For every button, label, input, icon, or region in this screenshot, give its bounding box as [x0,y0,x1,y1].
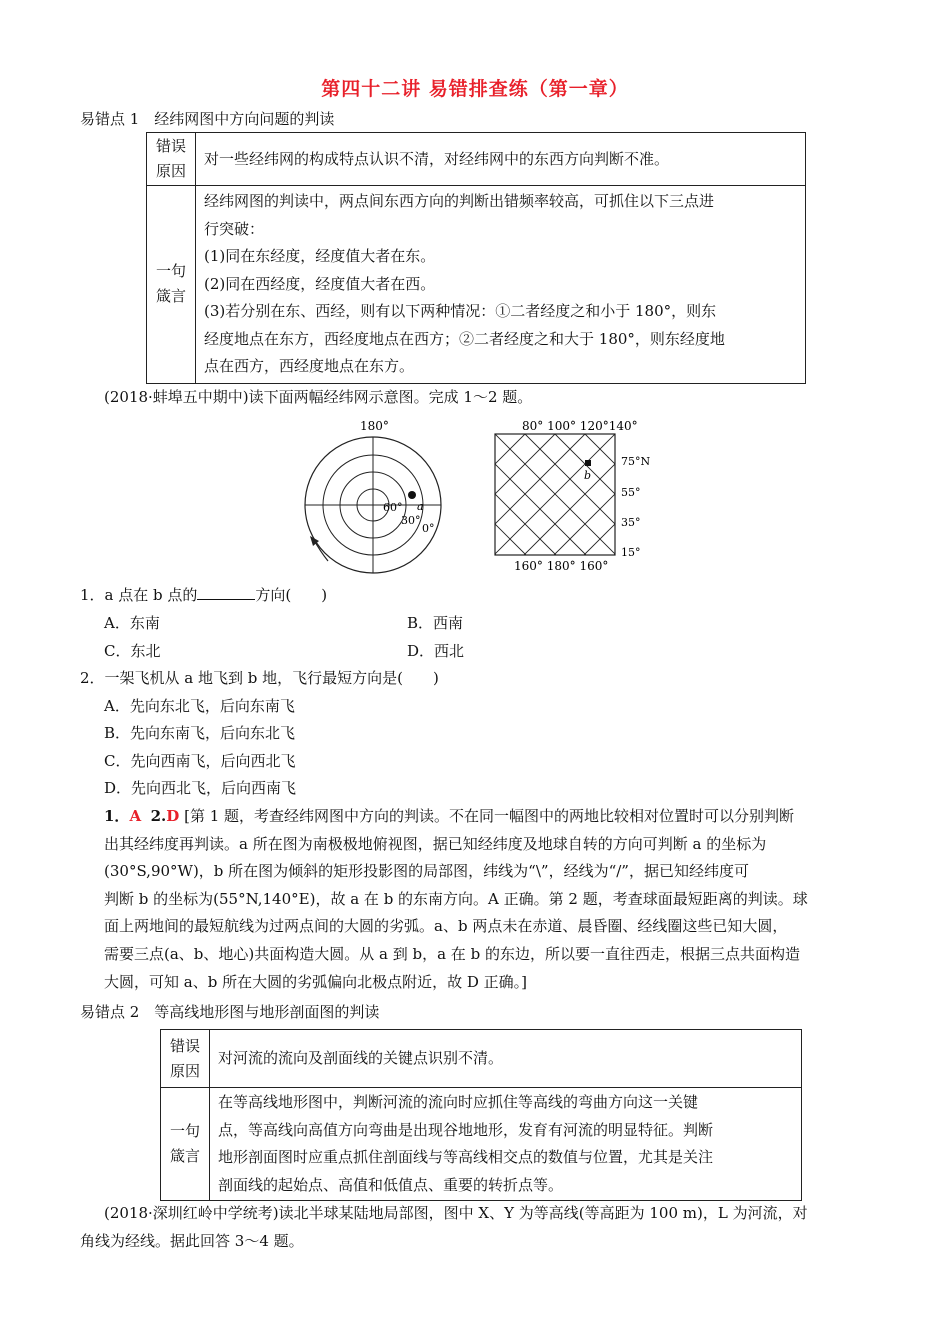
reason-label-2: 错误 原因 [161,1030,210,1088]
svg-text:180°: 180° [360,419,389,433]
latlong-figures [300,416,670,578]
tip-text-2: 在等高线地形图中，判断河流的流向时应抓住等高线的弯曲方向这一关键 点，等高线向高值方向弯曲是出现谷地地形，发育有河流的明显特征。判断 地形剖面图时应重点抓住剖面线与等高线相交点的数值与位置，尤其是关注 剖面线的起始点、高值和低值点、重要的转折点等。 [210,1088,802,1201]
reason-text-2: 对河流的流向及剖面线的关键点识别不清。 [210,1030,802,1088]
q1-option-b: B．西南 [407,614,464,632]
page-title: 第四十二讲 易错排查练（第一章） [321,78,629,100]
answer-explanation: 1．A 2.D [第 1 题，考查经纬网图中方向的判读。不在同一幅图中的两地比较相对位置时可以分别判断 出其经纬度再判读。a 所在图为南极极地俯视图，据已知经纬度及地球自转的方向可判断 a 的坐标为 (30°S,90°W)，b 所在图为倾斜的矩形投影图的局部图，纬线为“\”，经线为“/”，据已知经纬度可 判断 b 的坐标为(55°N,140°E)，故 a 在 b 的东南方向。A 正确。第 2 题，考查球面最短距离的判读。球 面上两地间的最短航线为过两点间的大圆的劣弧。a、b 两点未在赤道、晨昏圈、经线圈这些已知大圆， 需要三点(a、b、地心)共面构造大圆。从 a 到 b，a 在 b 的东边，所以要一直往西走，根据三点共面构造 大圆，可知 a、b 所在大圆的劣弧偏向北极点附近，故 D 正确。] [104,807,808,991]
point2-table [160,1029,802,1201]
q1-option-c: C．东北 [104,642,161,660]
svg-text:b: b [584,469,592,482]
q2-stem: 2．一架飞机从 a 地飞到 b 地，飞行最短方向是( ) [80,669,439,687]
reason-label: 错误 原因 [147,133,196,186]
intro-1: (2018·蚌埠五中期中)读下面两幅经纬网示意图。完成 1～2 题。 [104,388,533,406]
svg-text:15°: 15° [621,546,641,559]
point-b [585,460,591,466]
q1-option-d: D．西北 [407,642,465,660]
section-heading-2: 易错点 2 等高线地形图与地形剖面图的判读 [80,1003,380,1021]
tip-text: 经纬网图的判读中，两点间东西方向的判断出错频率较高，可抓住以下三点进 行突破： (1)同在东经度，经度值大者在东。 (2)同在西经度，经度值大者在西。 (3)若分别在东、西经，则有以下两种情况：①二者经度之和小于 180°，则东 经度地点在东方，西经度地点在西方；②二者经度之和大于 180°，则东经度地 点在西方，西经度地点在东方。 [196,186,806,384]
q1-option-a: A．东南 [104,614,160,632]
q2-option-d: D．先向西北飞，后向西南飞 [104,779,297,797]
tip-label-2: 一句 箴言 [161,1088,210,1201]
svg-text:80° 100° 120°140°: 80° 100° 120°140° [522,419,638,433]
section-heading-1: 易错点 1 经纬网图中方向问题的判读 [80,110,335,128]
q2-option-b: B．先向东南飞，后向东北飞 [104,724,296,742]
svg-text:30°: 30° [401,514,421,527]
q2-option-c: C．先向西南飞，后向西北飞 [104,752,296,770]
svg-text:75°N: 75°N [621,455,651,468]
polar-map [305,419,441,573]
svg-text:160° 180° 160°: 160° 180° 160° [514,559,609,573]
point-a [408,491,416,499]
reason-text: 对一些经纬网的构成特点认识不清，对经纬网中的东西方向判断不准。 [196,133,806,186]
answer-blank [197,585,255,600]
tip-label: 一句 箴言 [147,186,196,384]
svg-text:60°: 60° [383,501,403,514]
grid-map [375,419,670,573]
q2-option-a: A．先向东北飞，后向东南飞 [104,697,295,715]
intro-2-line-1: (2018·深圳红岭中学统考)读北半球某陆地局部图，图中 X、Y 为等高线(等高距为 100 m)，L 为河流，对 [104,1204,808,1222]
svg-text:a: a [417,500,424,513]
svg-text:55°: 55° [621,486,641,499]
point1-table [146,132,806,384]
svg-text:0°: 0° [422,522,435,535]
svg-text:35°: 35° [621,516,641,529]
intro-2-line-2: 角线为经线。据此回答 3～4 题。 [80,1232,304,1250]
q1-stem: 1．a 点在 b 点的 方向( ) [80,586,328,604]
